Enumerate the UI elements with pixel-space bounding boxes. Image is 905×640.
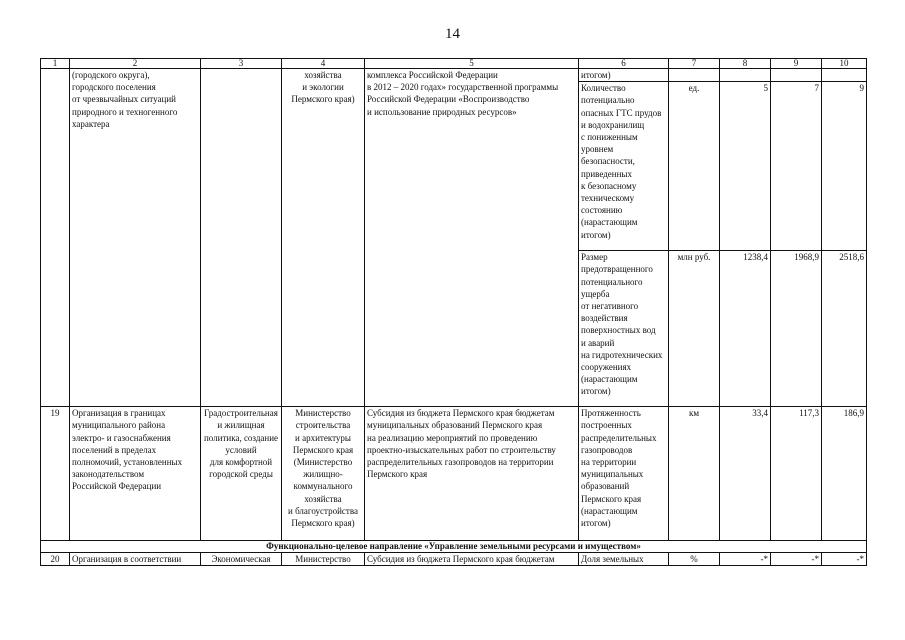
unit-cell: млн руб. [669, 251, 720, 407]
table-row [41, 553, 867, 566]
column-number: 10 [822, 59, 867, 69]
indicator-cell: Протяженность построенных распределительных газопроводов на территории муниципальных образований Пермского края (нарастающим итогом) [579, 407, 669, 541]
executor-cell: Министерство [282, 553, 365, 566]
program-cell: Градостроительная и жилищная политика, создание условий для комфортной городской среды [201, 407, 282, 541]
unit-cell: км [669, 407, 720, 541]
column-number-row [41, 59, 867, 69]
row-number-cell [41, 69, 70, 407]
value-cell: 7 [771, 82, 822, 251]
column-number: 8 [720, 59, 771, 69]
indicator-cell: Количество потенциально опасных ГТС прудов и водохранилищ с пониженным уровнем безопасности, приведенных к безопасному техническому состоянию (нарастающим итогом) [579, 82, 669, 251]
section-heading-row [41, 541, 867, 553]
measure-cell: Субсидия из бюджета Пермского края бюджетам муниципальных образований Пермского края на реализацию мероприятий по проведению проектно-изыскательных работ по строительству распределительных газопроводов на территории Пермского края [365, 407, 579, 541]
value-cell: -* [720, 553, 771, 566]
value-cell: 9 [822, 82, 867, 251]
table-row [41, 407, 867, 541]
row-number-cell: 19 [41, 407, 70, 541]
column-number: 4 [282, 59, 365, 69]
table-row [41, 69, 867, 82]
indicator-cell: Размер предотвращенного потенциального ущерба от негативного воздействия поверхностных вод и аварий на гидротехнических сооружениях (нарастающим итогом) [579, 251, 669, 407]
task-cell: Организация в границах муниципального района электро- и газоснабжения поселений в пределах полномочий, установленных законодательством Российской Федерации [70, 407, 201, 541]
executor-cell: Министерство строительства и архитектуры Пермского края (Министерство жилищно- коммунального хозяйства и благоустройства Пермского края) [282, 407, 365, 541]
column-number: 9 [771, 59, 822, 69]
column-number: 6 [579, 59, 669, 69]
value-cell: 1238,4 [720, 251, 771, 407]
row-number-cell: 20 [41, 553, 70, 566]
value-cell: 186,9 [822, 407, 867, 541]
value-cell [771, 69, 822, 82]
value-cell: -* [771, 553, 822, 566]
value-cell: 117,3 [771, 407, 822, 541]
unit-cell: ед. [669, 82, 720, 251]
page-number: 14 [445, 26, 460, 42]
measure-cell: комплекса Российской Федерации в 2012 – 2020 годах» государственной программы Российской Федерации «Воспроизводство и использование природных ресурсов» [365, 69, 579, 407]
column-number: 1 [41, 59, 70, 69]
column-number: 5 [365, 59, 579, 69]
task-cell: Организация в соответствии [70, 553, 201, 566]
unit-cell [669, 69, 720, 82]
indicator-cell: Доля земельных [579, 553, 669, 566]
value-cell: 5 [720, 82, 771, 251]
column-number: 7 [669, 59, 720, 69]
indicators-table [40, 58, 867, 566]
section-heading: Функционально-целевое направление «Управление земельными ресурсами и имуществом» [41, 541, 867, 553]
task-cell: (городского округа), городского поселения от чрезвычайных ситуаций природного и техногенного характера [70, 69, 201, 407]
indicator-cell: итогом) [579, 69, 669, 82]
executor-cell: хозяйства и экологии Пермского края) [282, 69, 365, 407]
value-cell [720, 69, 771, 82]
program-cell [201, 69, 282, 407]
value-cell: -* [822, 553, 867, 566]
value-cell: 2518,6 [822, 251, 867, 407]
value-cell: 1968,9 [771, 251, 822, 407]
value-cell: 33,4 [720, 407, 771, 541]
value-cell [822, 69, 867, 82]
unit-cell: % [669, 553, 720, 566]
program-cell: Экономическая [201, 553, 282, 566]
column-number: 3 [201, 59, 282, 69]
column-number: 2 [70, 59, 201, 69]
measure-cell: Субсидия из бюджета Пермского края бюджетам [365, 553, 579, 566]
